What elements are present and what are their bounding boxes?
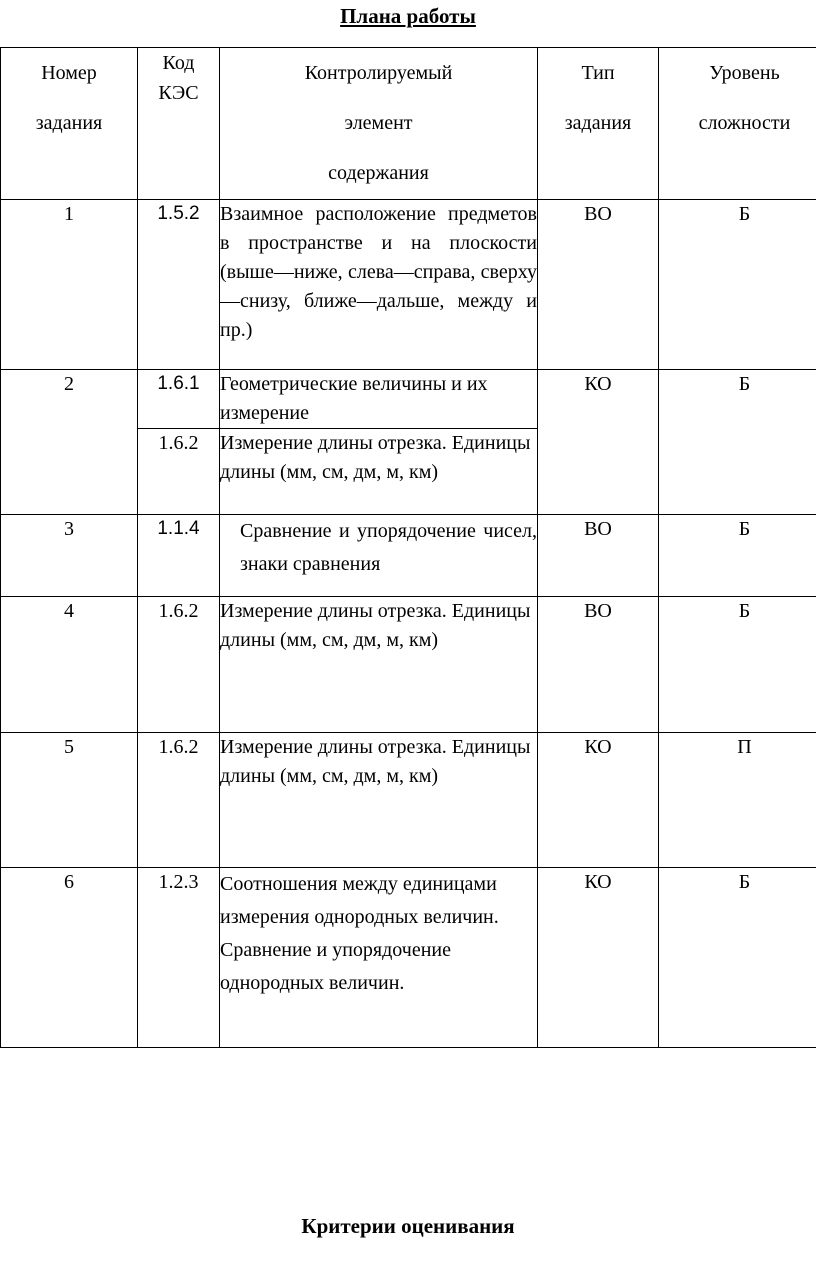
content-element: Измерение длины отрезка. Единицы длины (мм, см, дм, м, км) [220,733,538,868]
section-title: Критерии оценивания [301,1214,515,1238]
difficulty-level: Б [659,515,816,597]
difficulty-level: Б [659,370,816,515]
difficulty-level: Б [659,597,816,733]
header-num: Номер задания [1,48,138,200]
task-type: КО [538,868,659,1048]
kes-code: 1.6.2 [138,429,220,515]
content-element: Измерение длины отрезка. Единицы длины (мм, см, дм, м, км) [220,429,538,515]
task-number: 1 [1,200,138,370]
header-type: Тип задания [538,48,659,200]
header-level: Уровень сложности [659,48,816,200]
kes-code: 1.6.2 [138,733,220,868]
content-element: Измерение длины отрезка. Единицы длины (мм, см, дм, м, км) [220,597,538,733]
task-number: 3 [1,515,138,597]
task-type: ВО [538,515,659,597]
task-number: 5 [1,733,138,868]
kes-code: 1.5.2 [138,200,220,370]
task-type: ВО [538,597,659,733]
kes-code: 1.1.4 [138,515,220,597]
table-header-row [1,48,816,200]
task-type: КО [538,733,659,868]
table-row [1,868,816,1048]
table-row [1,515,816,597]
difficulty-level: Б [659,868,816,1048]
page-title: Плана работы [340,4,476,28]
content-element: Геометрические величины и их измерение [220,370,538,429]
table-row [1,370,816,429]
content-element: Взаимное расположение предметов в пространстве и на плоскости (выше—ниже, слева—справа, сверху—снизу, ближе—дальше, между и пр.) [220,200,538,370]
header-kes: Код КЭС [138,48,220,200]
task-number: 4 [1,597,138,733]
task-type: КО [538,370,659,515]
content-element: Сравнение и упорядочение чисел, знаки сравнения [220,515,538,597]
table-row [1,597,816,733]
table-row [1,733,816,868]
kes-code: 1.6.1 [138,370,220,429]
header-element: Контролируемый элемент содержания [220,48,538,200]
task-number: 6 [1,868,138,1048]
content-element: Соотношения между единицами измерения однородных величин. Сравнение и упорядочение однородных величин. [220,868,538,1048]
task-type: ВО [538,200,659,370]
difficulty-level: Б [659,200,816,370]
kes-code: 1.2.3 [138,868,220,1048]
table-row [1,200,816,370]
difficulty-level: П [659,733,816,868]
kes-code: 1.6.2 [138,597,220,733]
task-number: 2 [1,370,138,515]
plan-table [0,47,816,1048]
